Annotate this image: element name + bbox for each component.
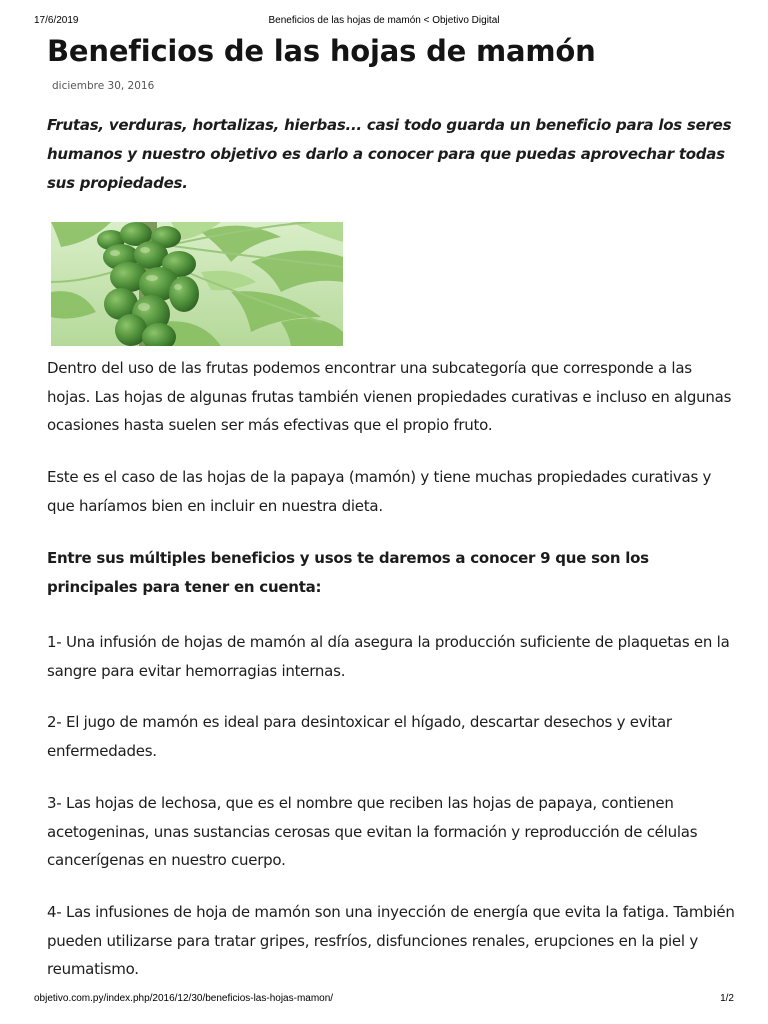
paragraph-1: Dentro del uso de las frutas podemos encontrar una subcategoría que corresponde a las hojas. Las hojas de algunas frutas también vienen propiedades curativas e incluso en algunas ocasiones hasta suelen ser más efectivas que el propio fruto.	[47, 359, 732, 434]
print-date: 17/6/2019	[34, 15, 79, 26]
list-item-1: 1- Una infusión de hojas de mamón al día asegura la producción suficiente de plaquetas en la sangre para evitar hemorragias internas.	[47, 633, 730, 680]
print-doc-title: Beneficios de las hojas de mamón < Objetivo Digital	[268, 15, 500, 26]
paragraph-2: Este es el caso de las hojas de la papaya (mamón) y tiene muchas propiedades curativas y que haríamos bien en incluir en nuestra dieta.	[47, 468, 712, 515]
post-date: diciembre 30, 2016	[52, 80, 155, 92]
list-item-2: 2- El jugo de mamón es ideal para desintoxicar el hígado, descartar desechos y evitar enfermedades.	[47, 713, 672, 760]
article-intro: Frutas, verduras, hortalizas, hierbas... casi todo guarda un beneficio para los seres humanos y nuestro objetivo es darlo a conocer para que puedas aprovechar todas sus propiedades.	[47, 116, 732, 192]
page-url: objetivo.com.py/index.php/2016/12/30/beneficios-las-hojas-mamon/	[34, 993, 334, 1004]
papaya-image	[51, 222, 343, 346]
list-item-4: 4- Las infusiones de hoja de mamón son una inyección de energía que evita la fatiga. También pueden utilizarse para tratar gripes, resfríos, disfunciones renales, erupciones en la piel y reumatismo.	[47, 903, 735, 978]
page-title: Beneficios de las hojas de mamón	[47, 34, 596, 68]
page-number: 1/2	[720, 993, 734, 1004]
print-header	[0, 15, 768, 29]
print-footer	[0, 993, 768, 1007]
paragraph-3: Entre sus múltiples beneficios y usos te daremos a conocer 9 que son los principales para tener en cuenta:	[47, 549, 649, 596]
list-item-3: 3- Las hojas de lechosa, que es el nombre que reciben las hojas de papaya, contienen acetogeninas, unas sustancias cerosas que evitan la formación y reproducción de células cancerígenas en nuestro cuerpo.	[47, 794, 698, 869]
